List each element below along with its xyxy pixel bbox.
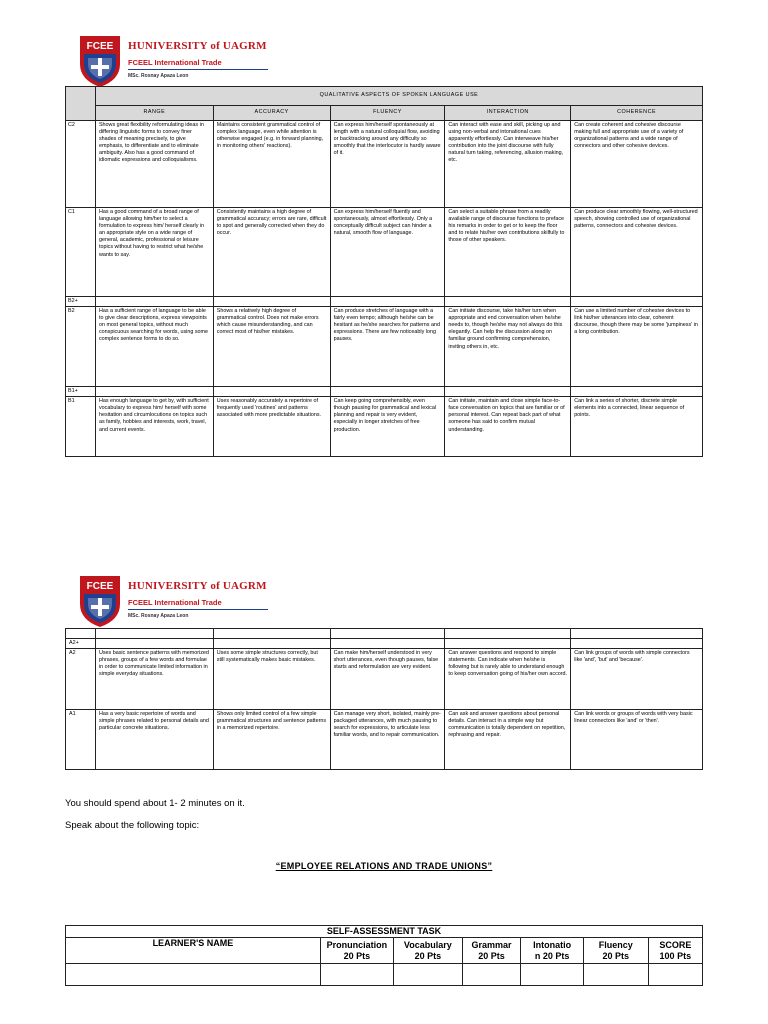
range-cell: Has a sufficient range of language to be able to give clear descriptions, express viewpoints on most general topics, without much conspicuous searching for words, using some complex sentence forms to do so. [95, 307, 213, 387]
pronunciation-header [320, 938, 393, 964]
column-header-range: RANGE [95, 106, 213, 121]
level-label [66, 629, 96, 639]
column-title: Grammar [471, 939, 512, 950]
level-label: A2+ [66, 639, 96, 649]
level-label: C1 [66, 208, 96, 297]
table-row [66, 639, 703, 649]
column-points: 20 Pts [343, 950, 371, 961]
column-title: Intonatio [533, 939, 572, 950]
range-cell [95, 629, 213, 639]
interaction-cell: Can initiate discourse, take his/her turn when appropriate and end conversation when he/she needs to, though he/she may not always do this elegantly. Can help the discussion along on familiar ground confirming comprehension, inviting others in, etc. [445, 307, 571, 387]
accuracy-cell: Consistently maintains a high degree of grammatical accuracy; errors are rare, difficult to spot and generally corrected when they do occur. [213, 208, 330, 297]
author-name: MSc. Rosnay Apaza Leon [128, 613, 189, 619]
fluency-cell: Can make him/herself understood in very short utterances, even though pauses, false starts and reformulation are very evident. [330, 649, 445, 710]
level-label: B2 [66, 307, 96, 387]
column-points: 20 Pts [478, 950, 505, 961]
speaking-topic: “EMPLOYEE RELATIONS AND TRADE UNIONS” [275, 861, 493, 871]
grammar-header [462, 938, 520, 964]
level-label: A2 [66, 649, 96, 710]
accuracy-cell [213, 387, 330, 397]
table-row [66, 307, 703, 387]
intonation-score-cell[interactable] [521, 964, 584, 986]
self-assessment-title: SELF-ASSESSMENT TASK [66, 926, 703, 938]
coherence-cell: Can use a limited number of cohesive devices to link his/her utterances into clear, coherent discourse, though there may be some 'jumpiness' in a long contribution. [571, 307, 703, 387]
column-header-coherence: COHERENCE [571, 106, 703, 121]
qualitative-aspects-table-continued [65, 628, 703, 770]
fluency-cell [330, 387, 445, 397]
instruction-time: You should spend about 1- 2 minutes on it. [65, 798, 245, 809]
table-row [66, 121, 703, 208]
coherence-cell [571, 297, 703, 307]
coherence-cell: Can produce clear smoothly flowing, well-structured speech, showing controlled use of organizational patterns, connectors and cohesive devices. [571, 208, 703, 297]
column-header-interaction: INTERACTION [445, 106, 571, 121]
fluency-cell: Can produce stretches of language with a fairly even tempo; although he/she can be hesitant as he/she searches for patterns and expressions. There are few noticeably long pauses. [330, 307, 445, 387]
header-logo-block [78, 34, 268, 88]
column-points: 20 Pts [602, 950, 630, 961]
coherence-cell: Can link a series of shorter, discrete simple elements into a connected, linear sequence of points. [571, 397, 703, 457]
university-shield-icon [78, 574, 122, 628]
fluency-cell [330, 297, 445, 307]
accuracy-cell: Uses some simple structures correctly, but still systematically makes basic mistakes. [213, 649, 330, 710]
interaction-cell [445, 629, 571, 639]
accuracy-cell: Shows only limited control of a few simple grammatical structures and sentence patterns in a memorized repertoire. [213, 710, 330, 770]
coherence-cell: Can link words or groups of words with very basic linear connectors like 'and' or 'then'. [571, 710, 703, 770]
fluency-cell: Can manage very short, isolated, mainly pre-packaged utterances, with much pausing to search for expressions, to articulate less familiar words, and to repair communication. [330, 710, 445, 770]
vocabulary-score-cell[interactable] [393, 964, 462, 986]
column-header-accuracy: ACCURACY [213, 106, 330, 121]
department-name: FCEEL International Trade [128, 58, 268, 70]
score-header [648, 938, 702, 964]
range-cell [95, 639, 213, 649]
department-name: FCEEL International Trade [128, 598, 268, 610]
fluency-cell [330, 639, 445, 649]
grammar-score-cell[interactable] [462, 964, 520, 986]
fluency-cell [330, 629, 445, 639]
range-cell: Has a very basic repertoire of words and simple phrases related to personal details and particular concrete situations. [95, 710, 213, 770]
table-row [66, 649, 703, 710]
level-label: B1+ [66, 387, 96, 397]
level-label: C2 [66, 121, 96, 208]
accuracy-cell [213, 639, 330, 649]
fluency-cell: Can express him/herself spontaneously at length with a natural colloquial flow, avoiding or backtracking around any difficulty so smoothly that the interlocutor is hardly aware of it. [330, 121, 445, 208]
interaction-cell [445, 387, 571, 397]
coherence-cell [571, 387, 703, 397]
column-title: Fluency [598, 939, 633, 950]
qualitative-aspects-table [65, 86, 703, 457]
level-label: B2+ [66, 297, 96, 307]
table-row [66, 297, 703, 307]
range-cell: Has a good command of a broad range of language allowing him/her to select a formulation to express him/ herself clearly in an appropriate style on a wide range of general, academic, professional or leisure topics without having to restrict what he/she wants to say. [95, 208, 213, 297]
column-header-fluency: FLUENCY [330, 106, 445, 121]
accuracy-cell [213, 629, 330, 639]
column-title: Pronunciation [326, 939, 388, 950]
column-points: 20 Pts [414, 950, 442, 961]
interaction-cell: Can initiate, maintain and close simple face-to-face conversation on topics that are familiar or of personal interest. Can repeat back part of what someone has said to confirm mutual understanding. [445, 397, 571, 457]
fluency-cell: Can keep going comprehensibly, even though pausing for grammatical and lexical planning and repair is very evident, especially in longer stretches of free production. [330, 397, 445, 457]
interaction-cell: Can ask and answer questions about personal details. Can interact in a simple way but communication is totally dependent on repetition, rephrasing and repair. [445, 710, 571, 770]
range-cell [95, 387, 213, 397]
accuracy-cell: Uses reasonably accurately a repertoire of frequently used 'routines' and patterns associated with more predictable situations. [213, 397, 330, 457]
table-row [66, 629, 703, 639]
header-logo-block [78, 574, 268, 628]
table-row [66, 387, 703, 397]
table-row [66, 710, 703, 770]
column-title: Vocabulary [403, 939, 452, 950]
interaction-cell: Can answer questions and respond to simple statements. Can indicate when he/she is following but is rarely able to understand enough to keep conversation going of his/her own accord. [445, 649, 571, 710]
header-corner-cell [66, 87, 96, 121]
interaction-cell [445, 297, 571, 307]
fluency-cell: Can express him/herself fluently and spontaneously, almost effortlessly. Only a conceptually difficult subject can hinder a natural, smooth flow of language. [330, 208, 445, 297]
author-name: MSc. Rosnay Apaza Leon [128, 73, 189, 79]
range-cell: Has enough language to get by, with sufficient vocabulary to express him/ herself with some hesitation and circumlocutions on topics such as family, hobbies and interests, work, travel, and current events. [95, 397, 213, 457]
table-title: QUALITATIVE ASPECTS OF SPOKEN LANGUAGE USE [95, 87, 702, 106]
column-points: 100 Pts [659, 950, 692, 961]
column-title: SCORE [659, 939, 692, 950]
column-points: n 20 Pts [534, 950, 570, 961]
instruction-topic-prompt: Speak about the following topic: [65, 820, 200, 831]
interaction-cell: Can interact with ease and skill, picking up and using non-verbal and intonational cues apparently effortlessly. Can interweave his/her contribution into the joint discourse with fully natural turn taking, referencing, allusion making, etc. [445, 121, 571, 208]
coherence-cell: Can create coherent and cohesive discourse making full and appropriate use of a variety of organizational patterns and a wide range of connectors and other cohesive devices. [571, 121, 703, 208]
coherence-cell [571, 629, 703, 639]
university-shield-icon [78, 34, 122, 88]
fluency-header [583, 938, 648, 964]
total-score-cell[interactable] [648, 964, 702, 986]
table-row [66, 397, 703, 457]
logo-text: FCEE [86, 581, 114, 592]
intonation-header [521, 938, 584, 964]
interaction-cell: Can select a suitable phrase from a readily available range of discourse functions to preface his remarks in order to get or to keep the floor and to relate his/her own contributions skilfully to those of other speakers. [445, 208, 571, 297]
level-label: B1 [66, 397, 96, 457]
range-cell [95, 297, 213, 307]
accuracy-cell [213, 297, 330, 307]
level-label: A1 [66, 710, 96, 770]
learner-name-input-cell[interactable] [66, 964, 321, 986]
university-name: HUNIVERSITY of UAGRM [128, 40, 267, 52]
interaction-cell [445, 639, 571, 649]
range-cell: Uses basic sentence patterns with memorized phrases, groups of a few words and formulae in order to communicate limited information in simple everyday situations. [95, 649, 213, 710]
coherence-cell: Can link groups of words with simple connectors like 'and', 'but' and 'because'. [571, 649, 703, 710]
coherence-cell [571, 639, 703, 649]
pronunciation-score-cell[interactable] [320, 964, 393, 986]
self-assessment-table [65, 925, 703, 986]
accuracy-cell: Maintains consistent grammatical control of complex language, even while attention is otherwise engaged (e.g. in forward planning, in monitoring others' reactions). [213, 121, 330, 208]
vocabulary-header [393, 938, 462, 964]
table-row [66, 208, 703, 297]
range-cell: Shows great flexibility reformulating ideas in differing linguistic forms to convey finer shades of meaning precisely, to give emphasis, to differentiate and to eliminate ambiguity. Also has a good command of idiomatic expressions and colloquialisms. [95, 121, 213, 208]
accuracy-cell: Shows a relatively high degree of grammatical control. Does not make errors which cause misunderstanding, and can correct most of his/her mistakes. [213, 307, 330, 387]
fluency-score-cell[interactable] [583, 964, 648, 986]
logo-text: FCEE [86, 41, 114, 52]
university-name: HUNIVERSITY of UAGRM [128, 580, 267, 592]
learner-name-label: LEARNER'S NAME [66, 938, 321, 964]
